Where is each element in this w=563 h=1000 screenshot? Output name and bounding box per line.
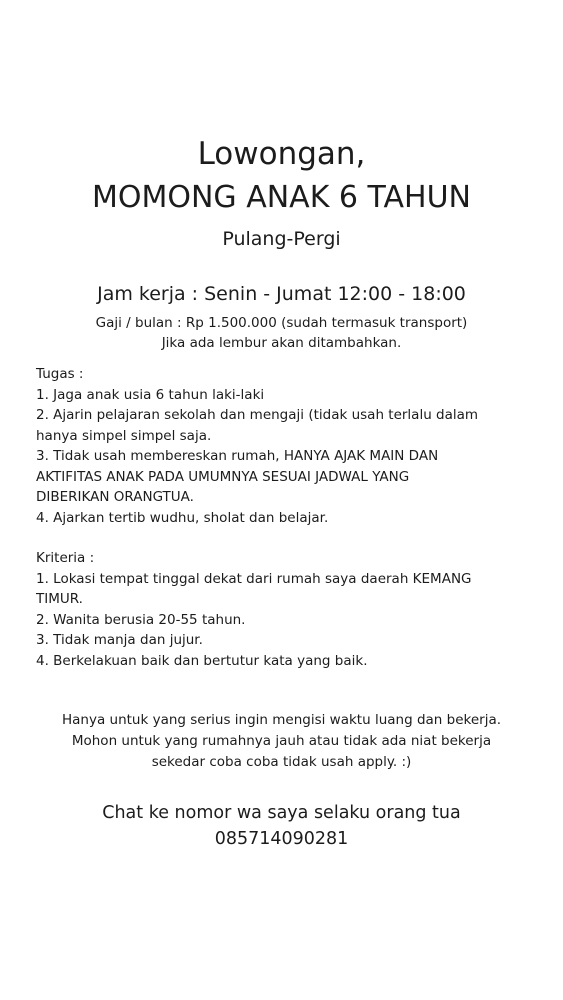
criteria-heading: Kriteria : (36, 550, 95, 566)
work-hours: Jam kerja : Senin - Jumat 12:00 - 18:00 (97, 283, 466, 305)
task-line: DIBERIKAN ORANGTUA. (36, 489, 194, 505)
salary-section (0, 313, 563, 353)
criteria-line: 4. Berkelakuan baik dan bertutur kata yang baik. (36, 652, 368, 669)
contact-line: Chat ke nomor wa saya selaku orang tua (102, 803, 461, 823)
note-line: Hanya untuk yang serius ingin mengisi waktu luang dan bekerja. (61, 712, 502, 728)
task-line: AKTIFITAS ANAK PADA UMUMNYA SESUAI JADWAL YANG (36, 468, 410, 485)
note-line: sekedar coba coba tidak usah apply. :) (151, 754, 412, 770)
task-line: 2. Ajarin pelajaran sekolah dan mengaji (tidak usah terlalu dalam (36, 407, 479, 423)
task-line: 4. Ajarkan tertib wudhu, sholat dan belajar. (36, 509, 329, 526)
tasks-section (36, 364, 536, 528)
note-section (0, 710, 563, 773)
task-line: hanya simpel simpel saja. (36, 427, 212, 444)
title-line-2: MOMONG ANAK 6 TAHUN (91, 180, 471, 215)
criteria-line: 3. Tidak manja dan jujur. (36, 632, 203, 648)
salary-line: Gaji / bulan : Rp 1.500.000 (sudah termasuk transport) (95, 315, 468, 331)
subtitle: Pulang-Pergi (222, 228, 341, 250)
criteria-section (36, 548, 536, 671)
contact-section (0, 800, 563, 852)
criteria-line: TIMUR. (36, 591, 83, 607)
criteria-line: 1. Lokasi tempat tinggal dekat dari rumah saya daerah KEMANG (36, 570, 472, 587)
task-line: 3. Tidak usah membereskan rumah, HANYA AJAK MAIN DAN (36, 448, 439, 464)
note-line: Mohon untuk yang rumahnya jauh atau tidak ada niat bekerja (71, 733, 492, 749)
title-line-1: Lowongan, (197, 136, 366, 172)
task-line: 1. Jaga anak usia 6 tahun laki-laki (36, 386, 265, 403)
tasks-heading: Tugas : (36, 366, 84, 382)
phone-number: 085714090281 (214, 829, 349, 849)
criteria-line: 2. Wanita berusia 20-55 tahun. (36, 611, 246, 628)
overtime-line: Jika ada lembur akan ditambahkan. (161, 335, 402, 351)
